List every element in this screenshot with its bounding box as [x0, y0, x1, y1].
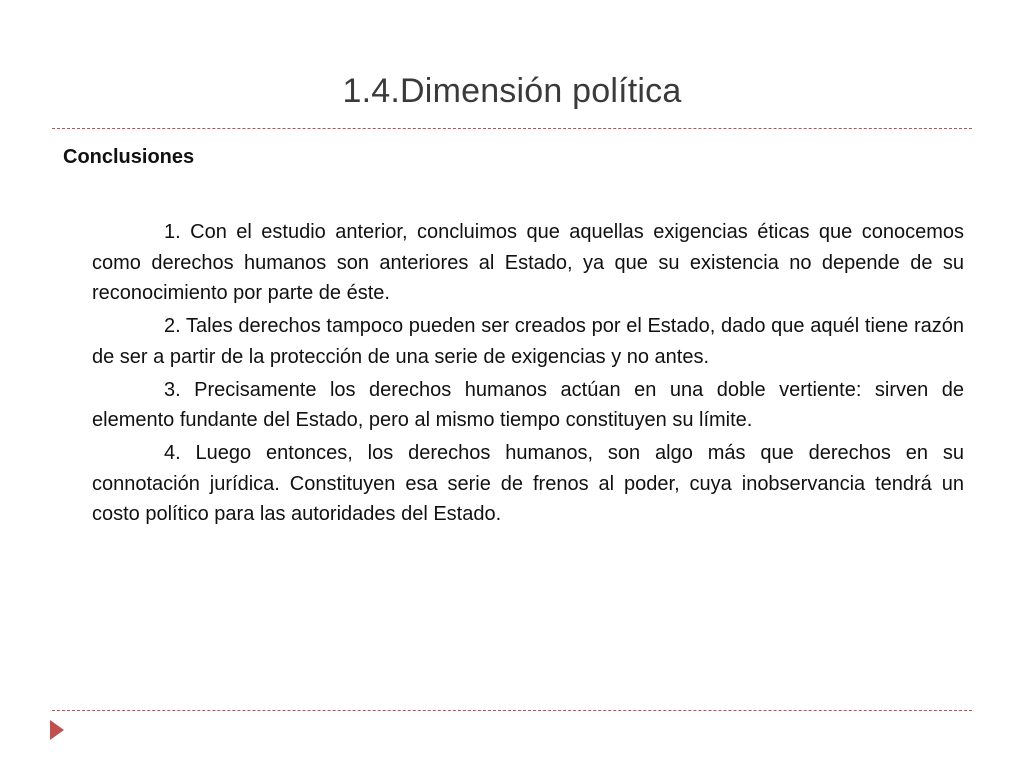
paragraph-1: 1. Con el estudio anterior, concluimos que aquellas exigencias éticas que conocemos como derechos humanos son anteriores al Estado, ya que su existencia no depende de su reconocimiento por parte de éste.	[92, 221, 964, 304]
paragraph-2: 2. Tales derechos tampoco pueden ser creados por el Estado, dado que aquél tiene razón de ser a partir de la protección de una serie de exigencias y no antes.	[92, 315, 964, 368]
paragraph-3: 3. Precisamente los derechos humanos actúan en una doble vertiente: sirven de elemento fundante del Estado, pero al mismo tiempo constituyen su límite.	[92, 378, 964, 431]
bottom-divider	[52, 710, 972, 711]
section-heading: Conclusiones	[63, 146, 195, 168]
slide-title: 1.4.Dimensión política	[342, 72, 682, 110]
slide-body	[92, 217, 964, 532]
paragraph-4: 4. Luego entonces, los derechos humanos, son algo más que derechos en su connotación jurídica. Constituyen esa serie de frenos al poder, cuya inobservancia tendrá un costo político para las autoridades del Estado.	[92, 442, 964, 525]
top-divider	[52, 128, 972, 129]
triangle-right-icon	[50, 720, 64, 740]
